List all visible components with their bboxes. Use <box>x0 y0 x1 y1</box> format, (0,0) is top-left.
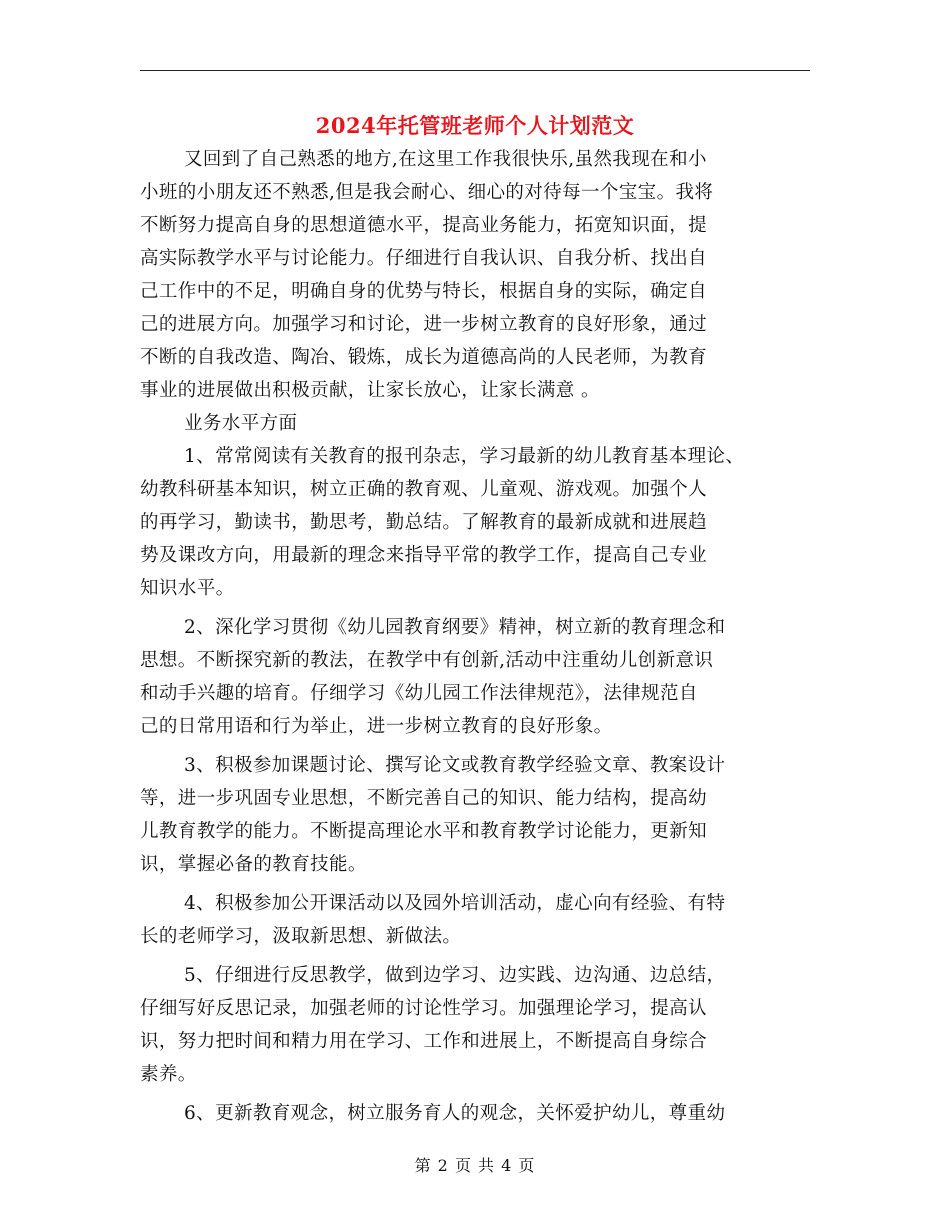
paragraph-line: 思想。不断探究新的教法，在教学中有创新,活动中注重幼儿创新意识 <box>140 650 714 671</box>
paragraph-line: 己的进展方向。加强学习和讨论，进一步树立教育的良好形象，通过 <box>140 314 708 335</box>
header-rule <box>140 70 810 71</box>
paragraph-line: 4、积极参加公开课活动以及园外培训活动，虚心向有经验、有特 <box>184 893 726 914</box>
paragraph-line: 素养。 <box>140 1064 197 1085</box>
paragraph-line: 长的老师学习，汲取新思想、新做法。 <box>140 926 462 947</box>
paragraph-line: 5、仔细进行反思教学，做到边学习、边实践、边沟通、边总结， <box>184 965 726 986</box>
paragraph-line: 知识水平。 <box>140 578 235 599</box>
page-number: 第 2 页 共 4 页 <box>414 1156 536 1175</box>
paragraph-line: 的再学习，勤读书，勤思考，勤总结。了解教育的最新成就和进展趋 <box>140 512 708 533</box>
paragraph-line: 2、深化学习贯彻《幼儿园教育纲要》精神，树立新的教育理念和 <box>184 617 726 638</box>
paragraph-line: 己工作中的不足，明确自身的优势与特长，根据自身的实际，确定自 <box>140 281 708 302</box>
paragraph-line: 1、常常阅读有关教育的报刊杂志，学习最新的幼儿教育基本理论、 <box>184 446 745 467</box>
paragraph-line: 儿教育教学的能力。不断提高理论水平和教育教学讨论能力，更新知 <box>140 821 708 842</box>
section-heading: 业务水平方面 <box>184 413 298 434</box>
paragraph-line: 识，努力把时间和精力用在学习、工作和进展上，不断提高自身综合 <box>140 1031 708 1052</box>
paragraph-line: 小班的小朋友还不熟悉,但是我会耐心、细心的对待每一个宝宝。我将 <box>140 182 714 203</box>
paragraph-line: 事业的进展做出积极贡献，让家长放心，让家长满意 。 <box>140 380 600 401</box>
document-title: 2024年托管班老师个人计划范文 <box>315 113 635 138</box>
paragraph-line: 识，掌握必备的教育技能。 <box>140 854 367 875</box>
paragraph-line: 仔细写好反思记录，加强老师的讨论性学习。加强理论学习，提高认 <box>140 998 708 1019</box>
paragraph-line: 高实际教学水平与讨论能力。仔细进行自我认识、自我分析、找出自 <box>140 248 708 269</box>
paragraph-line: 6、更新教育观念，树立服务育人的观念，关怀爱护幼儿，尊重幼 <box>184 1103 726 1124</box>
paragraph-line: 3、积极参加课题讨论、撰写论文或教育教学经验文章、教案设计 <box>184 755 726 776</box>
paragraph-line: 己的日常用语和行为举止，进一步树立教育的良好形象。 <box>140 716 613 737</box>
paragraph-line: 不断努力提高自身的思想道德水平，提高业务能力，拓宽知识面，提 <box>140 215 708 236</box>
document-body <box>140 143 810 1130</box>
paragraph-line: 不断的自我改造、陶冶、锻炼，成长为道德高尚的人民老师，为教育 <box>140 347 708 368</box>
paragraph-line: 和动手兴趣的培育。仔细学习《幼儿园工作法律规范》，法律规范自 <box>140 683 698 704</box>
paragraph-line: 等，进一步巩固专业思想，不断完善自己的知识、能力结构，提高幼 <box>140 788 708 809</box>
paragraph-line: 幼教科研基本知识，树立正确的教育观、儿童观、游戏观。加强个人 <box>140 479 708 500</box>
paragraph-line: 势及课改方向，用最新的理念来指导平常的教学工作，提高自己专业 <box>140 545 708 566</box>
paragraph-line: 又回到了自己熟悉的地方,在这里工作我很快乐,虽然我现在和小 <box>184 149 707 170</box>
